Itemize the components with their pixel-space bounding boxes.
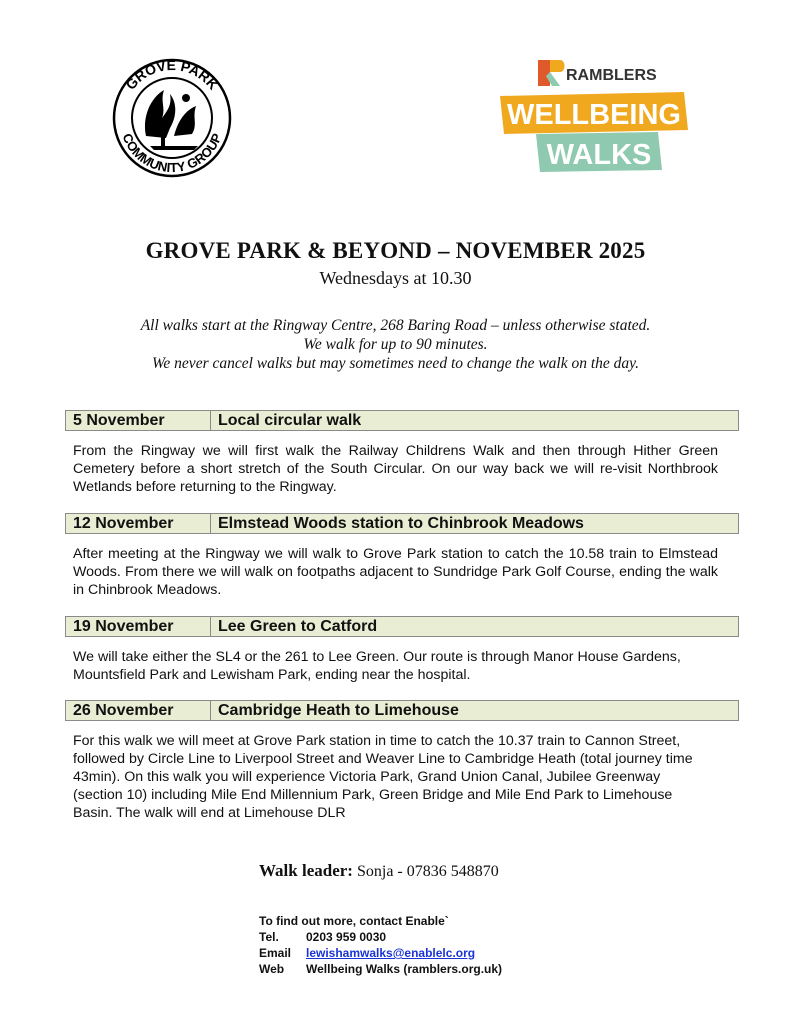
walks-wordmark: WALKS	[546, 139, 652, 171]
ramblers-wordmark: RAMBLERS	[566, 67, 657, 84]
logo-text-top: GROVE PARK	[122, 58, 222, 93]
svg-text:GROVE PARK	[122, 58, 222, 93]
walk-header	[65, 700, 739, 721]
contact-heading: To find out more, contact Enable`	[259, 914, 449, 928]
wellbeing-wordmark: WELLBEING	[507, 99, 681, 131]
walk-description: We will take either the SL4 or the 261 to Lee Green. Our route is through Manor House Gardens, Mountsfield Park and Lewisham Park, ending near the hospital.	[73, 649, 681, 683]
walk-date: 26 November	[66, 701, 211, 720]
ramblers-wellbeing-walks-logo	[498, 58, 698, 178]
walk-header	[65, 616, 739, 637]
page-title: GROVE PARK & BEYOND – NOVEMBER 2025	[145, 238, 646, 263]
contact-email-link[interactable]: lewishamwalks@enablelc.org	[306, 946, 476, 960]
contact-tel: 0203 959 0030	[306, 930, 387, 944]
walk-name: Local circular walk	[218, 412, 362, 429]
walk-leader	[259, 861, 499, 881]
intro-line: All walks start at the Ringway Centre, 268 Baring Road – unless otherwise stated.	[140, 317, 651, 334]
contact-email-label: Email	[259, 946, 292, 960]
logo-text-bottom: COMMUNITY GROUP	[119, 131, 225, 176]
walk-header	[65, 513, 739, 534]
walk-header	[65, 410, 739, 431]
page-subtitle: Wednesdays at 10.30	[319, 268, 472, 288]
contact-tel-label: Tel.	[259, 930, 279, 944]
walk-description: After meeting at the Ringway we will walk to Grove Park station to catch the 10.58 train to Elmstead Woods. From there we will walk on footpaths adjacent to Sundridge Park Golf Course, ending the walk in Chinbrook Meadows.	[73, 546, 718, 598]
contact-block	[259, 913, 502, 977]
svg-text:COMMUNITY GROUP	[119, 131, 224, 175]
walk-date: 19 November	[66, 617, 211, 636]
grove-park-community-group-logo	[106, 58, 238, 178]
contact-web-label: Web	[259, 962, 285, 976]
walk-date: 12 November	[66, 514, 211, 533]
walk-description: For this walk we will meet at Grove Park station in time to catch the 10.37 train to Cannon Street, followed by Circle Line to Liverpool Street and Weaver Line to Cambridge Heath (total journey time 43min). On this walk you will experience Victoria Park, Grand Union Canal, Jubilee Greenway (section 10) including Mile End Millennium Park, Green Bridge and Mile End Park to Limehouse Basin. The walk will end at Limehouse DLR	[73, 733, 693, 821]
ramblers-r-icon	[538, 60, 565, 86]
walk-name: Elmstead Woods station to Chinbrook Meadows	[218, 515, 584, 532]
intro-line: We never cancel walks but may sometimes need to change the walk on the day.	[151, 355, 640, 372]
intro-text	[0, 316, 791, 373]
contact-web: Wellbeing Walks (ramblers.org.uk)	[306, 962, 503, 976]
walk-leader-label: Walk leader:	[259, 861, 353, 880]
walk-name: Lee Green to Catford	[218, 618, 378, 635]
walk-leader-value: Sonja - 07836 548870	[356, 863, 499, 880]
walk-description: From the Ringway we will first walk the Railway Childrens Walk and then through Hither Green Cemetery before a short stretch of the South Circular. On our way back we will re-visit Northbrook Wetlands before returning to the Ringway.	[73, 443, 718, 495]
walk-date: 5 November	[66, 411, 211, 430]
intro-line: We walk for up to 90 minutes.	[303, 336, 488, 353]
walk-name: Cambridge Heath to Limehouse	[218, 702, 459, 719]
